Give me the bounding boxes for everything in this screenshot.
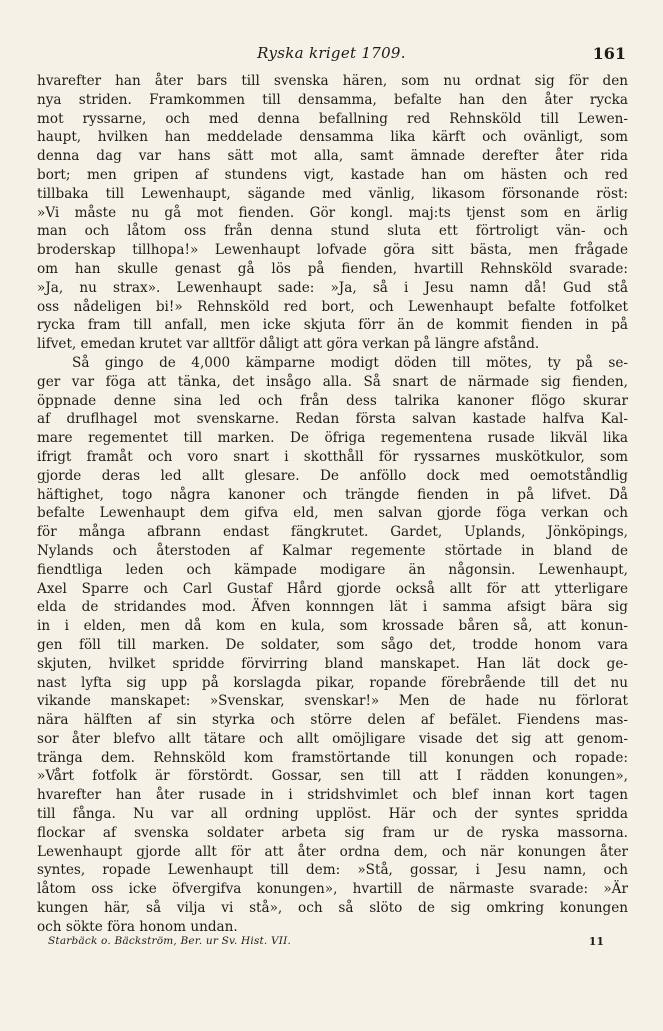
text-line: häftighet, togo några kanoner och trängde fienden in på lifvet. Då: [37, 486, 628, 503]
page-number: 161: [592, 44, 626, 63]
text-line: elda de stridandes mod. Äfven konnngen lät i samma afsigt bära sig: [37, 599, 628, 616]
page-header: [37, 44, 626, 66]
text-line: mot ryssarne, och med denna befallning red Rehnsköld till Lewen-: [37, 110, 628, 127]
text-line: vikande manskapet: »Svenskar, svenskar!» Men de hade nu förlorat: [37, 693, 628, 710]
text-line: Nylands och återstoden af Kalmar regemente störtade in bland de: [37, 542, 628, 559]
signature-line: Starbäck o. Bäckström, Ber. ur Sv. Hist. VII.: [48, 935, 292, 947]
text-line: Axel Sparre och Carl Gustaf Hård gjorde också allt för att ytterligare: [37, 580, 628, 597]
text-line: man och låtom oss från denna stund sluta ett förtroligt vän- och: [37, 223, 628, 240]
text-line: ger var föga att tänka, det insågo alla. Så snart de närmade sig fienden,: [37, 373, 628, 390]
text-line: rycka fram till anfall, men icke skjuta förr än de kommit fienden in på: [37, 317, 628, 334]
text-line: »Ja, nu strax». Lewenhaupt sade: »Ja, så i Jesu namn då! Gud stå: [37, 279, 628, 296]
text-line: Så gingo de 4,000 kämparne modigt döden till mötes, ty på se-: [72, 354, 628, 371]
text-line: flockar af svenska soldater arbeta sig fram ur de ryska massorna.: [37, 824, 628, 841]
text-line: ifrigt framåt och voro snart i skotthåll för ryssarnes muskötkulor, som: [37, 448, 628, 465]
text-line: kungen här, så vilja vi stå», och så slöto de sig omkring konungen: [37, 900, 628, 917]
text-line: nya striden. Framkommen till densamma, befalte han den åter rycka: [37, 91, 628, 108]
text-line: tillbaka till Lewenhaupt, sägande med vänlig, likasom försonande röst:: [37, 185, 628, 202]
text-line: till fånga. Nu var all ordning upplöst. Här och der syntes spridda: [37, 806, 628, 823]
text-line: tränga dem. Rehnsköld kom framstörtande till konungen och ropade:: [37, 749, 628, 766]
text-line: om han skulle genast gå lös på fienden, hvartill Rehnsköld svarade:: [37, 260, 628, 277]
text-line: oss nådeligen bi!» Rehnsköld red bort, och Lewenhaupt befalte fotfolket: [37, 298, 628, 315]
text-line: gjorde deras led allt glesare. De anföllo dock med oemotståndlig: [37, 467, 628, 484]
text-line: denna dag var hans sätt mot alla, samt ämnade derefter åter rida: [37, 148, 628, 165]
text-line: nära hälften af sin styrka och större delen af befälet. Fiendens mas-: [37, 712, 628, 729]
text-line: gen föll till marken. De soldater, som sågo det, trodde honom vara: [37, 636, 628, 653]
text-line: sor åter blefvo allt tätare och allt omöjligare visade det sig att genom-: [37, 730, 628, 747]
text-line: in i elden, men då kom en kula, som krossade båren så, att konun-: [37, 618, 628, 635]
running-title: Ryska kriget 1709.: [257, 44, 406, 62]
text-line: för många afbrann endast fängkrutet. Gardet, Uplands, Jönköpings,: [37, 524, 628, 541]
text-line: hvarefter han åter rusade in i stridshvimlet och blef innan kort tagen: [37, 787, 628, 804]
text-line: fiendtliga leden och kämpade modigare än någonsin. Lewenhaupt,: [37, 561, 628, 578]
page-footer: [48, 935, 604, 953]
text-line: mare regementet till marken. De öfriga regementena rusade likväl lika: [37, 430, 628, 447]
signature-mark: 11: [588, 935, 604, 948]
text-line: befalte Lewenhaupt dem gifva eld, men salvan gjorde föga verkan och: [37, 505, 628, 522]
text-line: syntes, ropade Lewenhaupt till dem: »Stå, gossar, i Jesu namn, och: [37, 862, 628, 879]
text-line: nast lyfta sig upp på korslagda pikar, ropande förebrående till det nu: [37, 674, 628, 691]
text-line: »Vårt fotfolk är förstördt. Gossar, sen till att I rädden konungen»,: [37, 768, 628, 785]
body-text: [37, 72, 628, 937]
text-line: öppnade denne sina led och från dess talrika kanoner flögo skurar: [37, 392, 628, 409]
text-line: låtom oss icke öfvergifva konungen», hvartill de närmaste svarade: »Är: [37, 881, 628, 898]
text-line: hvarefter han åter bars till svenska hären, som nu ordnat sig för den: [37, 73, 628, 89]
text-line: Lewenhaupt gjorde allt för att åter ordna dem, och när konungen åter: [37, 843, 628, 860]
text-line: lifvet, emedan krutet var alltför dåligt att göra verkan på längre afstånd.: [37, 336, 540, 353]
text-line: »Vi måste nu gå mot fienden. Gör kongl. maj:ts tjenst som en ärlig: [37, 204, 628, 221]
text-line: broderskap tillhopa!» Lewenhaupt lofvade göra sitt bästa, men frågade: [37, 242, 628, 259]
text-line: skjuten, hvilket spridde förvirring bland manskapet. Han lät dock ge-: [37, 655, 628, 672]
text-line: haupt, hvilken han meddelade densamma lika kärft och ovänligt, som: [37, 129, 628, 146]
text-line: af druflhagel mot svenskarne. Redan första salvan kastade halfva Kal-: [37, 411, 628, 428]
text-line: bort; men gripen af stundens vigt, kastade han om hästen och red: [37, 166, 628, 183]
text-line: och sökte föra honom undan.: [37, 918, 238, 935]
